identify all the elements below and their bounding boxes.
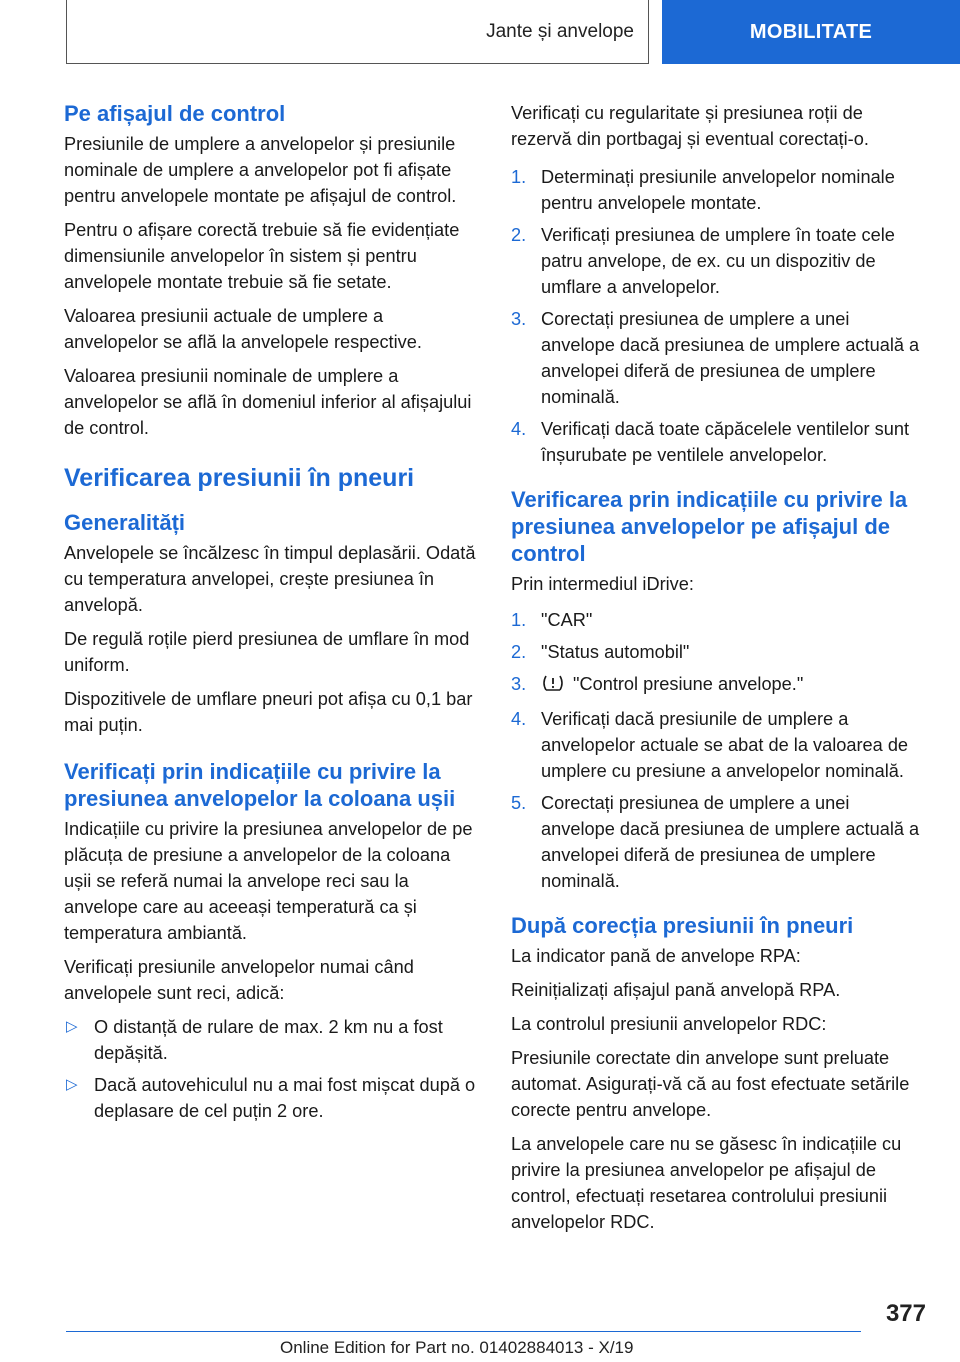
paragraph: Presiunile corectate din anvelope sunt preluate automat. Asigurați-vă că au fost efectuate setările corecte pentru anvelope. [511, 1048, 910, 1120]
left-column [64, 100, 478, 1134]
paragraph: De regulă roțile pierd presiunea de umflare în mod uniform. [64, 629, 470, 675]
list-item: 5. Corectați presiunea de umplere a unei anvelope dacă presiunea de umplere actuală a anvelopei diferă de presiunea de umplere nominală. [511, 793, 920, 891]
paragraph: Prin intermediul iDrive: [511, 574, 694, 594]
heading-after-correction: După corecția presiunii în pneuri [511, 913, 854, 938]
paragraph: Valoarea presiunii actuale de umplere a anvelopelor se află la anvelopele respective. [64, 306, 422, 352]
list-item: 4. Verificați dacă toate căpăcelele ventilelor sunt înșurubate pe ventilele anvelopelor. [511, 419, 910, 465]
list-item: 2. Verificați presiunea de umplere în toate cele patru anvelope, de ex. cu un dispozitiv de umflare a anvelopelor. [511, 225, 895, 297]
page-number: 377 [885, 1300, 926, 1327]
paragraph: Indicațiile cu privire la presiunea anvelopelor de pe plăcuța de presiune a anvelopelor de la coloana ușii se referă numai la anvelope reci sau la anvelope care au aceeași temperatură ca și temperatura ambiantă. [64, 819, 473, 943]
paragraph: Verificați cu regularitate și presiunea roții de rezervă din portbagaj și eventual corectați-o. [511, 103, 869, 149]
footer-edition: Online Edition for Part no. 01402884013 - X/19 [280, 1338, 634, 1357]
steps-list [511, 164, 925, 468]
section-header [66, 0, 649, 64]
list-item: 1. "CAR" [511, 610, 593, 630]
list-item: 3. "Control presiune anvelope." [511, 671, 925, 700]
triangle-bullet-icon: ▷ [66, 1018, 78, 1035]
paragraph: La indicator pană de anvelope RPA: [511, 946, 801, 966]
tire-pressure-warning-icon [541, 673, 565, 700]
triangle-bullet-icon: ▷ [66, 1076, 78, 1093]
paragraph: La anvelopele care nu se găsesc în indicațiile cu privire la presiunea anvelopelor pe afișajul de control, efectuați resetarea controlului presiunii anvelopelor RDC. [511, 1134, 902, 1232]
paragraph: Pentru o afișare corectă trebuie să fie evidențiate dimensiunile anvelopelor în sistem și pentru anvelopele montate trebuie să fie setate. [64, 220, 460, 292]
list-item: 1. Determinați presiunile anvelopelor nominale pentru anvelopele montate. [511, 167, 895, 213]
paragraph: Valoarea presiunii nominale de umplere a anvelopelor se află în domeniul inferior al afișajului de control. [64, 366, 472, 438]
heading-display-check: Verificarea prin indicațiile cu privire la presiunea anvelopelor pe afișajul de control [511, 487, 908, 566]
list-item: ▷ Dacă autovehiculul nu a mai fost mișcat după o deplasare de cel puțin 2 ore. [64, 1072, 478, 1124]
paragraph: Verificați presiunile anvelopelor numai când anvelopele sunt reci, adică: [64, 957, 414, 1003]
paragraph: Dispozitivele de umflare pneuri pot afișa cu 0,1 bar mai puțin. [64, 689, 473, 735]
chapter-title: MOBILITATE [749, 20, 873, 43]
list-item: 3. Corectați presiunea de umplere a unei anvelope dacă presiunea de umplere actuală a anvelopei diferă de presiunea de umplere nominală. [511, 309, 920, 407]
list-item: 4. Verificați dacă presiunile de umplere a anvelopelor actuale se abat de la valoarea de umplere cu presiune a anvelopelor nominală. [511, 709, 909, 781]
steps-list [511, 607, 925, 894]
heading-display: Pe afișajul de control [64, 101, 286, 126]
section-title: Jante și anvelope [486, 20, 634, 42]
paragraph: Anvelopele se încălzesc în timpul deplasării. Odată cu temperatura anvelopei, crește presiunea în anvelopă. [64, 543, 476, 615]
chapter-tab [662, 0, 960, 64]
bullet-list [64, 1014, 478, 1124]
heading-check-pressure: Verificarea presiunii în pneuri [64, 464, 415, 492]
right-column [511, 100, 925, 1243]
paragraph: Presiunile de umplere a anvelopelor și presiunile nominale de umplere a anvelopelor pot fi afișate pentru anvelopele montate pe afișajul de control. [64, 134, 457, 206]
footer-divider [66, 1331, 861, 1332]
heading-general: Generalități [64, 510, 186, 535]
paragraph: Reinițializați afișajul pană anvelopă RPA. [511, 980, 841, 1000]
list-item: 2. "Status automobil" [511, 642, 690, 662]
heading-door-pillar: Verificați prin indicațiile cu privire la presiunea anvelopelor la coloana ușii [64, 759, 456, 811]
list-item: ▷ O distanță de rulare de max. 2 km nu a fost depășită. [64, 1014, 478, 1066]
paragraph: La controlul presiunii anvelopelor RDC: [511, 1014, 827, 1034]
